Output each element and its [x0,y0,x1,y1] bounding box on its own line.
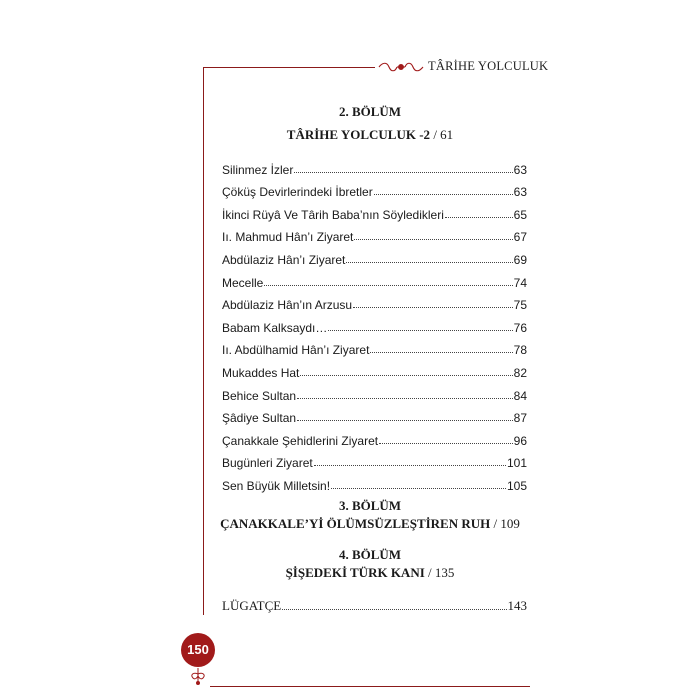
toc-row [222,290,527,313]
leader-dots [379,443,513,444]
toc-entry-title: Behice Sultan [222,388,297,403]
toc-entry-page: 96 [513,433,527,448]
section-3-heading: 3. BÖLÜM [338,498,402,513]
toc-entry-page: 69 [513,252,527,267]
toc-row [222,335,527,358]
toc-entry-page: 63 [513,185,527,200]
toc-entry-page: 101 [506,456,527,471]
toc-row [222,177,527,200]
header-ornament-icon [377,60,425,74]
section-3-title-line [200,516,540,532]
leader-dots [297,398,513,399]
section-2-title: TÂRİHE YOLCULUK -2 [286,127,431,142]
section-2-heading-block [220,104,520,120]
toc-row [222,448,527,471]
toc-row [222,222,527,245]
bottom-rule [210,686,530,687]
leader-dots [445,217,513,218]
leader-dots [294,172,512,173]
toc-entry-title: Mukaddes Hat [222,365,300,380]
toc-row [222,312,527,335]
toc-entry-title: Iı. Abdülhamid Hân’ı Ziyaret [222,343,370,358]
section-3-title-block [200,516,540,532]
leader-dots [331,488,506,489]
toc-entry-title: Çanakkale Şehidlerini Ziyaret [222,433,379,448]
section-3-page: / 109 [493,516,520,531]
section-2-heading: 2. BÖLÜM [338,104,402,119]
glossary-page: 143 [507,597,527,613]
section-2-page: / 61 [433,127,454,142]
leader-dots [297,420,513,421]
toc-entry-page: 63 [513,162,527,177]
page-number-ornament-icon [187,666,209,686]
section-4-title-block [220,565,520,581]
toc-entry-title: Silinmez İzler [222,162,294,177]
toc-row [222,403,527,426]
running-header-title: TÂRİHE YOLCULUK [428,59,549,73]
toc-row [222,470,527,493]
leader-dots [374,194,513,195]
toc-entry-title: Bugünleri Ziyaret [222,456,313,471]
toc-entry-page: 67 [513,230,527,245]
toc-entry-title: Abdülaziz Hân’ı Ziyaret [222,252,346,267]
section-2-title-block [220,127,520,143]
toc-entry-page: 84 [513,388,527,403]
toc-row [222,380,527,403]
toc-row [222,357,527,380]
leader-dots [346,262,512,263]
header-rule [203,67,375,68]
toc-row [222,154,527,177]
table-of-contents [222,154,527,493]
leader-dots [370,352,512,353]
toc-row [222,244,527,267]
toc-row [222,199,527,222]
section-4-page: / 135 [428,565,455,580]
section-2-title-line [220,127,520,143]
toc-entry-page: 105 [506,478,527,493]
left-rule [203,67,204,615]
toc-row [222,267,527,290]
leader-dots [264,285,512,286]
leader-dots [328,330,512,331]
toc-entry-page: 87 [513,411,527,426]
toc-entry-page: 78 [513,343,527,358]
section-3-heading-block [220,498,520,514]
section-4-heading: 4. BÖLÜM [338,547,402,562]
toc-entry-title: Mecelle [222,275,264,290]
toc-entry-title: Iı. Mahmud Hân’ı Ziyaret [222,230,354,245]
toc-entry-title: Abdülaziz Hân’ın Arzusu [222,298,353,313]
section-4-title: ŞİŞEDEKİ TÜRK KANI [285,565,425,580]
glossary-title: LÜGATÇE [222,597,282,613]
section-4-title-line [220,565,520,581]
toc-entry-page: 65 [513,207,527,222]
leader-dots [354,239,512,240]
toc-entry-page: 75 [513,298,527,313]
section-4-heading-block [220,547,520,563]
leader-dots [353,307,513,308]
toc-entry-page: 74 [513,275,527,290]
toc-entry-page: 76 [513,320,527,335]
toc-entry-title: İkinci Rüyâ Ve Târih Baba’nın Söyledikleri [222,207,444,222]
toc-entry-title: Çöküş Devirlerindeki İbretler [222,185,373,200]
toc-row [222,425,527,448]
leader-dots [300,375,512,376]
toc-entry-title: Şâdiye Sultan [222,411,297,426]
leader-dots [314,465,506,466]
toc-entry-title: Sen Büyük Milletsin! [222,478,331,493]
toc-entry-title: Babam Kalksaydı… [222,320,328,335]
glossary-row [222,591,527,614]
leader-dots [282,609,506,610]
section-3-title: ÇANAKKALE’Yİ ÖLÜMSÜZLEŞTİREN RUH [220,516,491,531]
toc-entry-page: 82 [513,365,527,380]
glossary-entry [222,591,527,614]
page-number-badge: 150 [181,633,215,667]
